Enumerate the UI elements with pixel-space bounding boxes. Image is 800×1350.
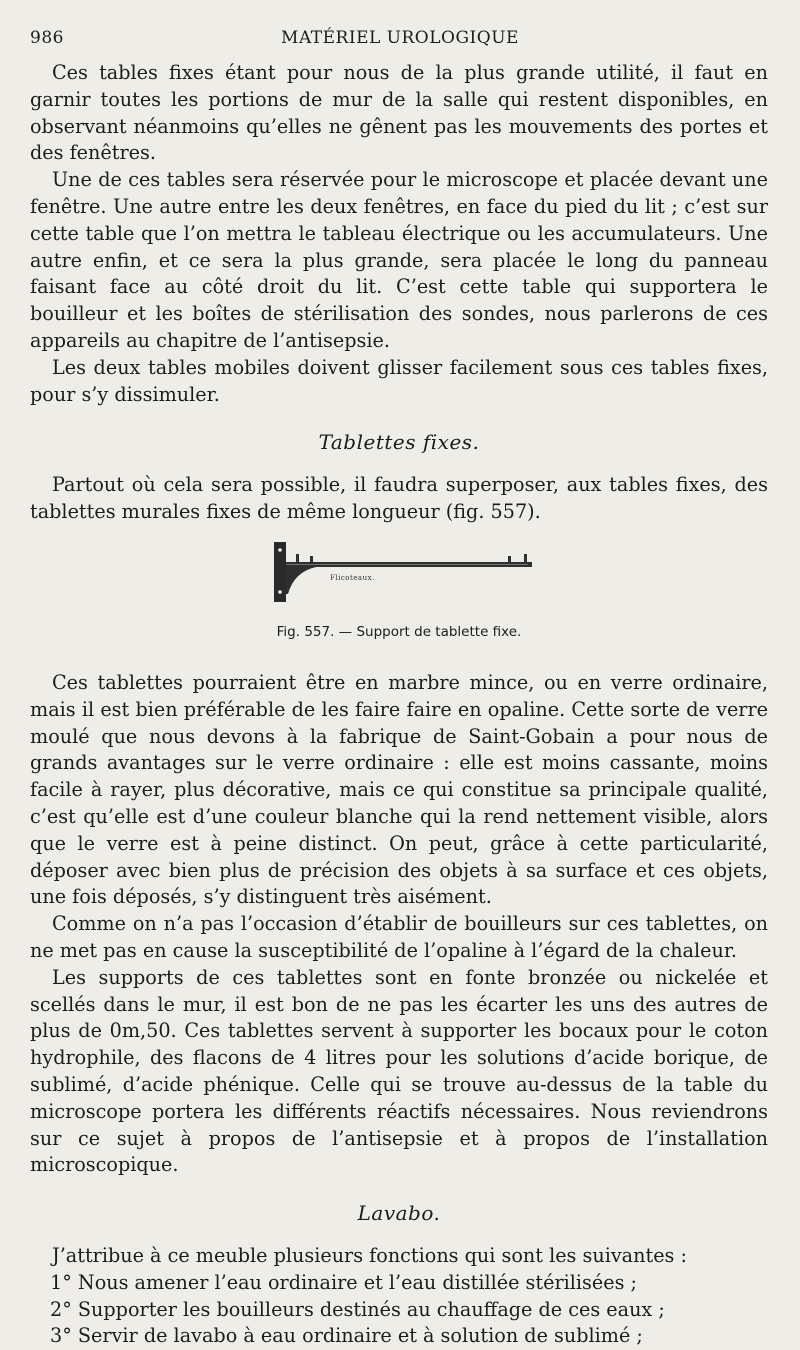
section-heading: Tablettes fixes. [318,430,480,455]
paragraph: Les deux tables mobiles doivent glisser facilement sous ces tables fixes, pour s’y dissimuler. [30,355,768,406]
paragraph: Ces tablettes pourraient être en marbre mince, ou en verre ordinaire, mais il est bien préférable de les faire faire en opaline. Cette sorte de verre moulé que nous devons à la fabrique de Saint-Gobain a pour nous de grands avantages sur le verre ordinaire : elle est moins cassante, moins facile à rayer, plus décorative, mais ce qui constitue sa principale qualité, c’est qu’elle est d’une couleur blanche qui la rend nettement visible, alors que le verre est à peine distinct. On peut, grâce à cette particularité, déposer avec bien plus de précision des objets à sa surface et ces objets, une fois déposés, s’y distinguent très aisément. [30,670,768,909]
paragraph: Les supports de ces tablettes sont en fonte bronzée ou nickelée et scellés dans le mur, il est bon de ne pas les écarter les uns des autres de plus de 0m,50. Ces tablettes servent à supporter les bocaux pour le coton hydrophile, des flacons de 4 litres pour les solutions d’acide borique, de sublimé, d’acide phénique. Celle qui se trouve au-dessus de la table du microscope portera les différents réactifs nécessaires. Nous reviendrons sur ce sujet à propos de l’antisepsie et à propos de l’installation microscopique. [30,965,768,1177]
figure-557 [30,532,768,652]
paragraph: Comme on n’a pas l’occasion d’établir de bouilleurs sur ces tablettes, on ne met pas en cause la susceptibilité de l’opaline à l’égard de la chaleur. [30,912,768,962]
shelf-bracket-illustration [270,536,540,608]
page-body [30,60,768,1350]
engraver-signature: Flicoteaux. [330,573,375,582]
function-list [30,1270,768,1350]
list-item: 3° Servir de lavabo à eau ordinaire et à solution de sublimé ; [50,1324,643,1348]
section-heading: Lavabo. [357,1201,441,1226]
paragraph: J’attribue à ce meuble plusieurs fonctions qui sont les suivantes : [52,1244,687,1268]
paragraph: Partout où cela sera possible, il faudra superposer, aux tables fixes, des tablettes murales fixes de même longueur (fig. 557). [30,473,768,524]
running-title: MATÉRIEL UROLOGIQUE [281,28,519,48]
paragraph: Ces tables fixes étant pour nous de la plus grande utilité, il faut en garnir toutes les portions de mur de la salle qui restent disponibles, en observant néanmoins qu’elles ne gênent pas les mouvements des portes et des fenêtres. [30,61,768,165]
paragraph: Une de ces tables sera réservée pour le microscope et placée devant une fenêtre. Une autre entre les deux fenêtres, en face du pied du lit ; c’est sur cette table que l’on mettra le tableau électrique ou les accumulateurs. Une autre enfin, et ce sera la plus grande, sera placée le long du panneau faisant face au côté droit du lit. C’est cette table qui supportera le bouilleur et les boîtes de stérilisation des sondes, nous parlerons de ces appareils au chapitre de l’antisepsie. [30,168,768,352]
list-item: 1° Nous amener l’eau ordinaire et l’eau distillée stérilisées ; [50,1270,638,1294]
page-number: 986 [30,28,64,48]
page-header [30,26,770,52]
figure-caption: Fig. 557. — Support de tablette fixe. [276,623,522,640]
list-item: 2° Supporter les bouilleurs destinés au chauffage de ces eaux ; [50,1297,665,1321]
